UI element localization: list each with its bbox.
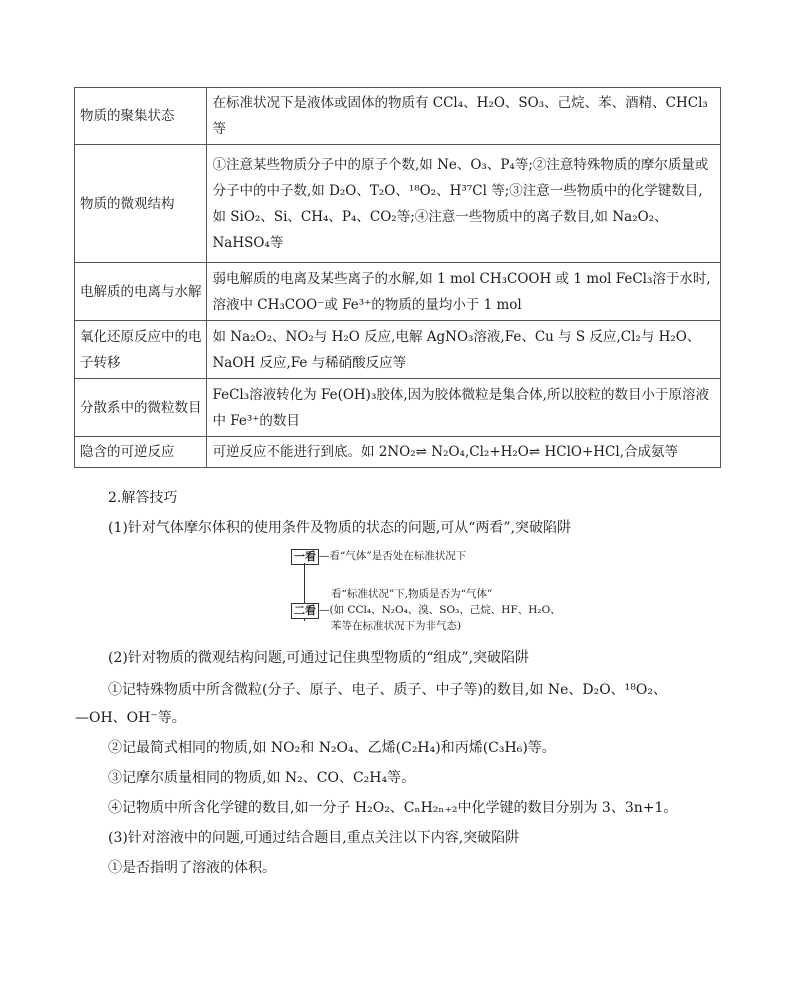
two-look-diagram <box>291 549 561 639</box>
table-row <box>75 88 721 145</box>
diagram-text-first: —看“气体”是否处在标准状况下 <box>319 550 467 562</box>
section-title: 2.解答技巧 <box>108 490 178 506</box>
table-row <box>75 437 721 468</box>
row-value: 在标准状况下是液体或固体的物质有 CCl₄、H₂O、SO₃、己烷、苯、酒精、CHCl₃等 <box>207 88 721 145</box>
row-value: FeCl₃溶液转化为 Fe(OH)₃胶体,因为胶体微粒是集合体,所以胶粒的数目小于原溶液中 Fe³⁺的数目 <box>207 379 721 437</box>
tip-2-item-1-cont: —OH、OH⁻等。 <box>75 710 186 726</box>
tip-1: (1)针对气体摩尔体积的使用条件及物质的状态的问题,可从“两看”,突破陷阱 <box>108 520 572 536</box>
row-value: 如 Na₂O₂、NO₂与 H₂O 反应,电解 AgNO₃溶液,Fe、Cu 与 S 反应,Cl₂与 H₂O、NaOH 反应,Fe 与稀硝酸反应等 <box>207 321 721 379</box>
row-value: 弱电解质的电离及某些离子的水解,如 1 mol CH₃COOH 或 1 mol FeCl₃溶于水时,溶液中 CH₃COO⁻或 Fe³⁺的物质的量均小于 1 mol <box>207 263 721 321</box>
tip-2-item-3: ③记摩尔质量相同的物质,如 N₂、CO、C₂H₄等。 <box>108 770 416 786</box>
row-key: 分散系中的微粒数目 <box>75 379 207 437</box>
pitfall-table <box>74 87 721 468</box>
row-value: 可逆反应不能进行到底。如 2NO₂⇌ N₂O₄,Cl₂+H₂O⇌ HClO+HCl,合成氨等 <box>207 437 721 468</box>
table-row <box>75 145 721 263</box>
table-row <box>75 379 721 437</box>
table-row <box>75 321 721 379</box>
row-key: 电解质的电离与水解 <box>75 263 207 321</box>
diagram-text-second-a: 看“标准状况”下,物质是否为“气体” <box>331 588 493 600</box>
diagram-box-first-look: 一看 <box>291 549 319 565</box>
diagram-text-second-c: 苯等在标准状况下为非气态) <box>331 620 462 632</box>
row-key: 氧化还原反应中的电子转移 <box>75 321 207 379</box>
row-key: 物质的微观结构 <box>75 145 207 263</box>
diagram-text-second-b: —(如 CCl₄、N₂O₄、溴、SO₃、己烷、HF、H₂O、 <box>319 604 561 616</box>
tip-2-item-1: ①记特殊物质中所含微粒(分子、原子、电子、质子、中子等)的数目,如 Ne、D₂O、¹⁸O₂、 <box>108 682 667 698</box>
table-row <box>75 263 721 321</box>
row-key: 物质的聚集状态 <box>75 88 207 145</box>
diagram-box-second-look: 二看 <box>291 603 319 619</box>
tip-3-item-1: ①是否指明了溶液的体积。 <box>108 860 276 876</box>
tip-2-item-2: ②记最简式相同的物质,如 NO₂和 N₂O₄、乙烯(C₂H₄)和丙烯(C₃H₆)等。 <box>108 740 556 756</box>
tip-3: (3)针对溶液中的问题,可通过结合题目,重点关注以下内容,突破陷阱 <box>108 830 520 846</box>
tip-2-item-4: ④记物质中所含化学键的数目,如一分子 H₂O₂、CₙH₂ₙ₊₂中化学键的数目分别为 3、3n+1。 <box>108 800 678 816</box>
tip-2: (2)针对物质的微观结构问题,可通过记住典型物质的“组成”,突破陷阱 <box>108 650 530 666</box>
row-key: 隐含的可逆反应 <box>75 437 207 468</box>
row-value: ①注意某些物质分子中的原子个数,如 Ne、O₃、P₄等;②注意特殊物质的摩尔质量或分子中的中子数,如 D₂O、T₂O、¹⁸O₂、H³⁷Cl 等;③注意一些物质中的化学键数目,如 SiO₂、Si、CH₄、P₄、CO₂等;④注意一些物质中的离子数目,如 Na₂O₂、NaHSO₄等 <box>207 145 721 263</box>
